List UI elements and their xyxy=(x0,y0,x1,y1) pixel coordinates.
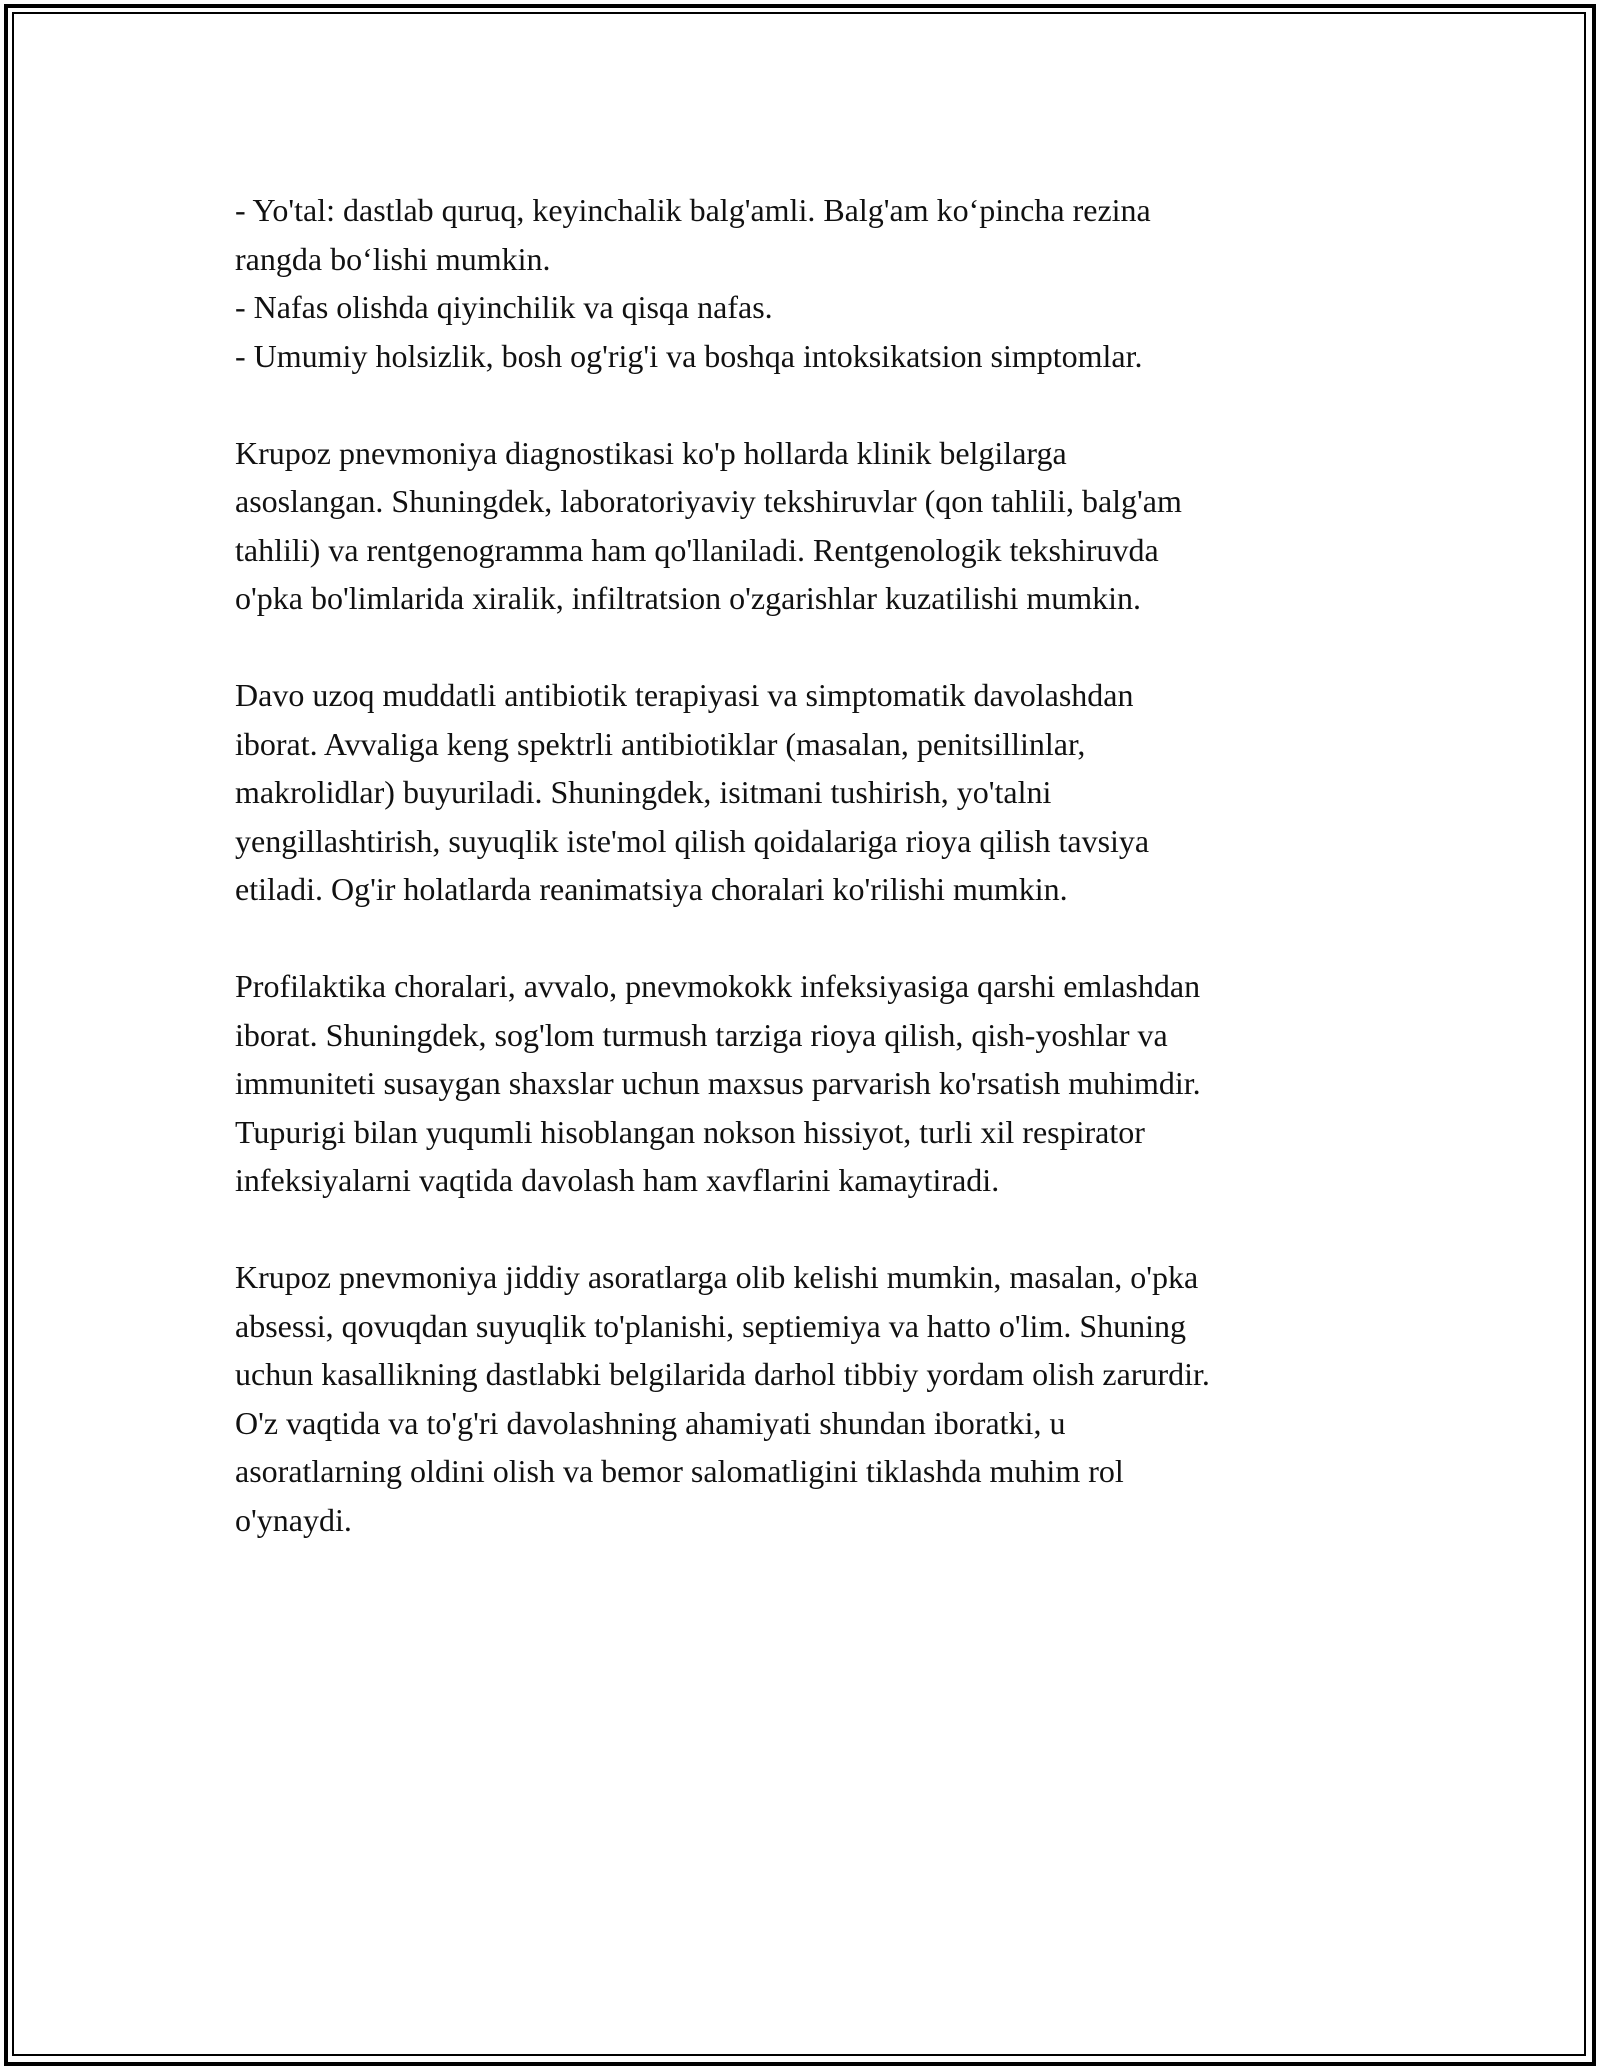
text-line: immuniteti susaygan shaxslar uchun maxsus parvarish ko'rsatish muhimdir. xyxy=(235,1065,1201,1101)
paragraph-treatment xyxy=(235,671,1370,914)
paragraph-complications xyxy=(235,1253,1370,1544)
text-line: uchun kasallikning dastlabki belgilarida darhol tibbiy yordam olish zarurdir. xyxy=(235,1356,1210,1392)
paragraph-diagnostics xyxy=(235,429,1370,623)
text-line: rangda bo‘lishi mumkin. xyxy=(235,240,551,277)
text-line: absessi, qovuqdan suyuqlik to'planishi, septiemiya va hatto o'lim. Shuning xyxy=(235,1307,1187,1344)
text-line: o'pka bo'limlarida xiralik, infiltratsion o'zgarishlar kuzatilishi mumkin. xyxy=(235,580,1141,616)
text-line: Krupoz pnevmoniya jiddiy asoratlarga olib kelishi mumkin, masalan, o'pka xyxy=(235,1259,1199,1295)
symptom-list xyxy=(235,186,1370,380)
document-body xyxy=(235,186,1370,1544)
text-line: yengillashtirish, suyuqlik iste'mol qilish qoidalariga rioya qilish tavsiya xyxy=(235,822,1150,859)
text-line: Profilaktika choralari, avvalo, pnevmokokk infeksiyasiga qarshi emlashdan xyxy=(235,968,1201,1004)
text-line: asoratlarning oldini olish va bemor salomatligini tiklashda muhim rol xyxy=(235,1453,1124,1489)
text-line: Krupoz pnevmoniya diagnostikasi ko'p hollarda klinik belgilarga xyxy=(235,434,1067,471)
bullet-item-weakness xyxy=(235,332,1370,381)
text-line: makrolidlar) buyuriladi. Shuningdek, isitmani tushirish, yo'talni xyxy=(235,774,1052,810)
text-line: - Nafas olishda qiyinchilik va qisqa nafas. xyxy=(235,289,773,325)
text-line: O'z vaqtida va to'g'ri davolashning ahamiyati shundan iboratki, u xyxy=(235,1404,1066,1441)
bullet-item-cough xyxy=(235,186,1370,283)
text-line: iborat. Shuningdek, sog'lom turmush tarziga rioya qilish, qish-yoshlar va xyxy=(235,1016,1168,1053)
text-line: Davo uzoq muddatli antibiotik terapiyasi va simptomatik davolashdan xyxy=(235,677,1134,713)
text-line: etiladi. Og'ir holatlarda reanimatsiya choralari ko'rilishi mumkin. xyxy=(235,871,1068,907)
text-line: - Umumiy holsizlik, bosh og'rig'i va boshqa intoksikatsion simptomlar. xyxy=(235,337,1143,374)
text-line: - Yo'tal: dastlab quruq, keyinchalik balg'amli. Balg'am ko‘pincha rezina xyxy=(235,192,1151,228)
text-line: tahlili) va rentgenogramma ham qo'llaniladi. Rentgenologik tekshiruvda xyxy=(235,531,1159,568)
text-line: o'ynaydi. xyxy=(235,1501,352,1538)
bullet-item-breathing xyxy=(235,283,1370,332)
text-line: Tupurigi bilan yuqumli hisoblangan nokson hissiyot, turli xil respirator xyxy=(235,1113,1145,1150)
text-line: infeksiyalarni vaqtida davolash ham xavflarini kamaytiradi. xyxy=(235,1162,1000,1198)
paragraph-prevention xyxy=(235,962,1370,1205)
text-line: iborat. Avvaliga keng spektrli antibiotiklar (masalan, penitsillinlar, xyxy=(235,725,1086,762)
text-line: asoslangan. Shuningdek, laboratoriyaviy tekshiruvlar (qon tahlili, balg'am xyxy=(235,483,1182,519)
